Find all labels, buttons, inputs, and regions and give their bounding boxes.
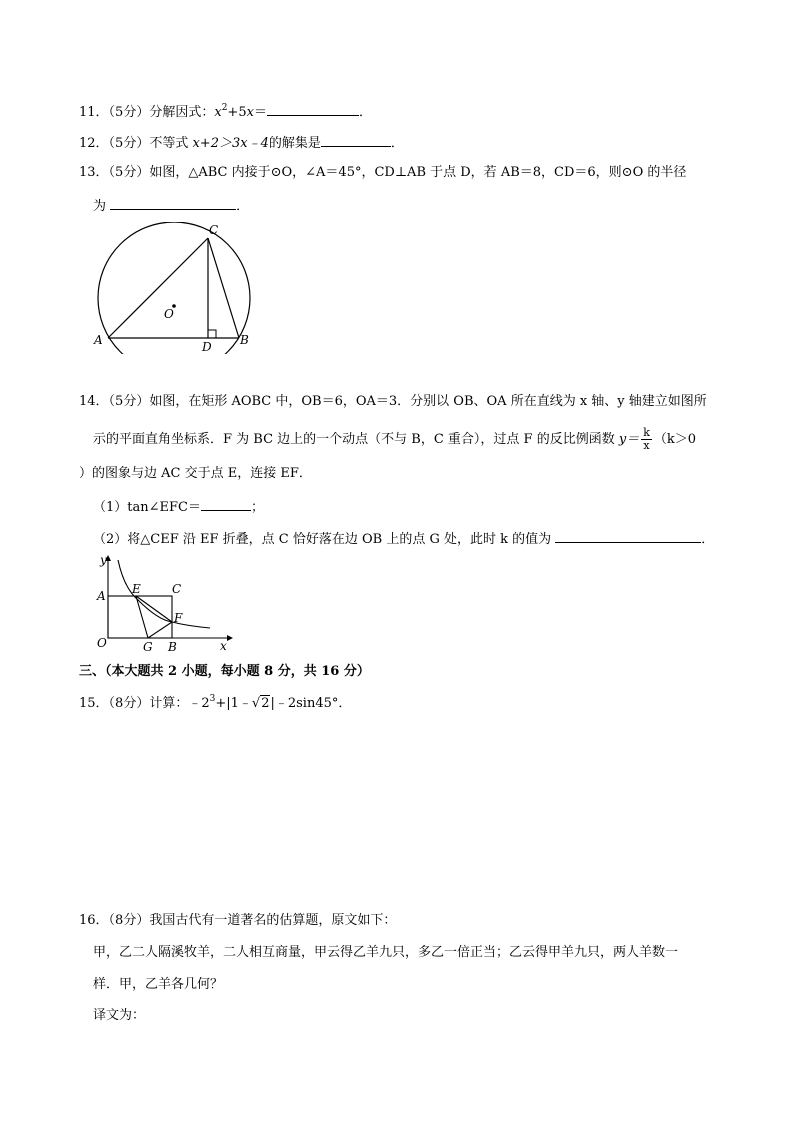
label-e: E bbox=[132, 582, 141, 596]
segment-ac bbox=[108, 238, 208, 338]
math-text: （k＞0 bbox=[653, 432, 697, 447]
question-number: 11． bbox=[79, 105, 109, 120]
question-score: （5分） bbox=[108, 105, 150, 120]
math-exponent: 2 bbox=[221, 103, 228, 113]
label-c: C bbox=[172, 582, 182, 596]
math-text: ＝ bbox=[253, 105, 267, 120]
question-text: 我国古代有一道著名的估算题，原文如下： bbox=[149, 913, 397, 928]
question-16 bbox=[79, 912, 396, 930]
punctuation: ； bbox=[250, 500, 264, 515]
circle-triangle-figure bbox=[90, 222, 260, 354]
question-text: （1）tan∠EFC＝ bbox=[93, 500, 201, 515]
math-var: x bbox=[214, 105, 222, 120]
math-text: +|1﹣ bbox=[215, 696, 252, 711]
question-13-line-2 bbox=[93, 196, 249, 216]
answer-blank[interactable] bbox=[267, 102, 359, 116]
question-score: （8分） bbox=[108, 913, 150, 928]
section-heading: 三、（本大题共 2 小题，每小题 8 分，共 16 分） bbox=[79, 664, 370, 679]
question-12 bbox=[79, 133, 404, 153]
math-text: |﹣2sin45°． bbox=[270, 696, 352, 711]
segment-cb bbox=[208, 238, 239, 338]
question-score: （8分） bbox=[108, 696, 150, 711]
question-text: 为 bbox=[93, 199, 107, 214]
label-f: F bbox=[174, 611, 183, 625]
question-16-line-4: 译文为： bbox=[93, 1008, 146, 1023]
question-14-line-2 bbox=[93, 427, 696, 452]
math-var: x bbox=[246, 105, 254, 120]
question-14 bbox=[79, 393, 707, 411]
question-number: 13． bbox=[79, 165, 109, 180]
question-score: （5分） bbox=[108, 165, 150, 180]
question-14-line-3 bbox=[79, 465, 312, 483]
math-text: 计算：﹣2 bbox=[149, 696, 210, 711]
label-b: B bbox=[240, 333, 249, 347]
math-text: +5 bbox=[227, 105, 247, 120]
fraction-numerator: k bbox=[643, 426, 650, 439]
math-expression: x+2＞3x﹣4 bbox=[192, 136, 269, 151]
label-y: y bbox=[100, 553, 107, 567]
sqrt-sign: √ bbox=[251, 696, 261, 711]
question-text: 如图，在矩形 AOBC 中，OB＝6，OA＝3．分别以 OB、OA 所在直线为 x 轴、y 轴建立如图所 bbox=[149, 394, 707, 409]
question-text: 的解集是 bbox=[268, 136, 321, 151]
punctuation: ． bbox=[701, 532, 715, 547]
question-number: 12． bbox=[79, 136, 109, 151]
question-15 bbox=[79, 695, 351, 713]
question-score: （5分） bbox=[108, 394, 150, 409]
question-text: （2）将△CEF 沿 EF 折叠，点 C 恰好落在边 OB 上的点 G 处，此时 k 的值为 bbox=[93, 532, 552, 547]
label-c: C bbox=[209, 223, 219, 237]
question-text: ）的图象与边 AC 交于点 E，连接 EF． bbox=[79, 466, 312, 481]
answer-blank[interactable] bbox=[555, 529, 701, 543]
question-number: 14． bbox=[79, 394, 109, 409]
question-13 bbox=[79, 164, 686, 182]
punctuation: ． bbox=[358, 105, 372, 120]
punctuation: ． bbox=[390, 136, 404, 151]
question-number: 16． bbox=[79, 913, 109, 928]
segment-eg bbox=[136, 596, 148, 638]
punctuation: ． bbox=[236, 199, 250, 214]
segment-ef bbox=[136, 596, 172, 622]
question-number: 15． bbox=[79, 696, 109, 711]
math-expression: y＝ bbox=[618, 432, 640, 447]
fraction-denominator: x bbox=[643, 439, 650, 452]
label-b: B bbox=[168, 640, 177, 654]
x-axis-arrow bbox=[227, 635, 233, 641]
label-d: D bbox=[202, 340, 212, 354]
question-16-line-2: 甲，乙二人隔溪牧羊，二人相互商量，甲云得乙羊九只，多乙一倍正当；乙云得甲羊九只，两人羊数一 bbox=[93, 945, 679, 960]
label-a: A bbox=[94, 333, 103, 347]
question-text: 不等式 bbox=[149, 136, 193, 151]
label-g: G bbox=[143, 640, 153, 654]
question-16-line-3: 样．甲，乙羊各几何？ bbox=[93, 977, 224, 992]
math-exponent: 3 bbox=[209, 694, 216, 704]
sqrt-radicand: 2 bbox=[261, 696, 270, 711]
answer-blank[interactable] bbox=[110, 196, 236, 210]
question-text: 示的平面直角坐标系．F 为 BC 边上的一个动点（不与 B，C 重合），过点 F 的反比例函数 bbox=[93, 432, 619, 447]
answer-blank[interactable] bbox=[201, 497, 251, 511]
question-14-part-2 bbox=[93, 529, 714, 549]
right-angle-mark bbox=[208, 330, 216, 338]
fraction bbox=[641, 427, 652, 452]
coordinate-figure bbox=[88, 548, 238, 656]
question-text: 分解因式： bbox=[149, 105, 215, 120]
question-11 bbox=[79, 102, 372, 122]
question-score: （5分） bbox=[108, 136, 150, 151]
question-14-part-1 bbox=[93, 497, 264, 517]
segment-gf bbox=[148, 622, 172, 638]
answer-blank[interactable] bbox=[321, 133, 391, 147]
label-o: O bbox=[164, 307, 174, 321]
question-text: 如图，△ABC 内接于⊙O，∠A＝45°，CD⊥AB 于点 D，若 AB＝8，CD＝6，则⊙O 的半径 bbox=[149, 165, 687, 180]
label-a: A bbox=[97, 589, 106, 603]
label-o: O bbox=[97, 636, 107, 650]
circle-o bbox=[98, 222, 250, 354]
label-x: x bbox=[220, 639, 227, 653]
